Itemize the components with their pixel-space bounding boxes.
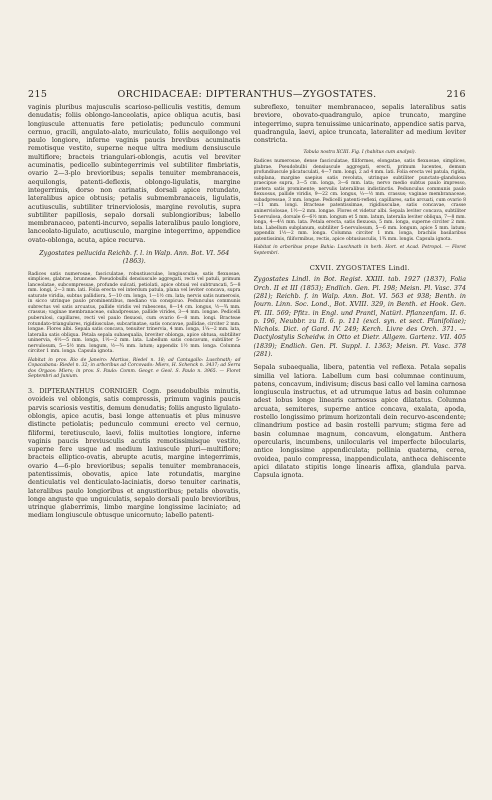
right-column [254, 104, 467, 760]
page-number-left: 215 [28, 89, 48, 100]
right-morphology: Radices numerosae, dense fasciculatae, filiformes, elongatae, satis flexuosae, simplices, glabrae. Pseudobulbi densiuscule aggregati, erecti, primum lucentes, demum profundiuscule plicatuculati, 4—7 mm. longi, 2 ad 4 mm. lati. Folia erecta vel patula, rigida, subplana, margine saepius satis revoluta, utrinque subtiliter punctato-glandulosa praecipue supra, 3—5 cm. longa, 3—6 mm. lata; nervo medio subtus paulo impresso, caetera satis prominente; nervulis lateralibus indistinctis. Pedunculus communis paulo flexuosus, pallide viridis, 9—22 cm. longus, ⅓—½ mm. crassus; vaginae membranaceae, subadpressae, 3 mm. longae. Pedicelli patenti-reflexi, capillares, satis arcuati, cum ovario 8—11 mm. longi. Bracteae patentissimae, rigidiusculae, satis concavae, crasse uninerviolosae, 1½—2 mm. longae. Flores et videtur albi. Sepala leviter concava, subtiliter 5-nervulosa, dorsale 6—6½ mm. longum et 5 mm. latum, lateralia leviter obliqua, 7—8 mm. longa, 4—4½ mm. lata. Petala erecta, satis flexuosa, 5 mm. longa, superne circiter 2 mm. lata. Labellum subplanum, subtiliter 5-nervulosum, 5—6 mm. longum, apice 5 mm. latum; appendix 1½—2 mm. longa. Columna circiter 1 mm. longa, brachiis basilaribus patentissimis, filiformibus, rectis, apice obtusiusculis, 1¾ mm. longis. Capsula ignota. [253, 159, 466, 242]
genus-heading: CXVII. ZYGOSTATES Lindl. [309, 264, 410, 273]
left-description-latin: vaginis pluribus majusculis scarioso-pelliculis vestitis, demum denudatis; foliis oblongo-lanceolatis, apice obliqua acutis, basi longiuscule attenuatis fere petiolatis; pedunculo communi cernuo, gracili, angulato-alato, muriculato, foliis aequilongo vel paulo longiore, inferne vaginis paucis brevibus acuminatis remotisque vestito, superne neque ultra medium densiuscule multiflore; bracteis triangulari-oblongis, acutis vel breviter acuminatis, pedicello subintegerrimis vel subtiliter fimbriatis, ovario 2—3-plo brevioribus; sepalis tenuiter membranaceis, aequilongis, patenti-deflexis, oblongo-ligulatis, margine integerrimis, dorso non carinatis, dorsali apice rotundato, lateralibus apice obtusis; petalis submembranaceis, ligulatis, acutiusculis, subtiliter trinerviolosis, margine revolutis, supra subtiliter papillosis, sepalo dorsali sublongioribus; labello membranaceo, patenti-incurvo, sepalis lateralibus paulo longiore, lanceolato-ligulato, acutiusculo, margine integerrimo, appendice ovato-oblonga, acuta, apice recurva. [28, 104, 241, 244]
right-description-latin: subreflexo, tenuiter membranaceo, sepalis lateralibus satis breviore, obovato-quadrangulo, apice truncato, margine integerrimo, supra tenuissime unicarinato, appendice satis parva, quadrangula, laevi, apice truncata, lateraliter ad medium leviter constricta. [253, 104, 466, 145]
left-synonym: Zygostates pellucida Reichb. f. l. in Walp. Ann. Bot. VI. 564 (1863). [39, 250, 230, 266]
genus-references: Zygostates Lindl. in Bot. Regist. XXIII. tab. 1927 (1837), Folia Orch. II et III (1853); Endlich. Gen. Pl. 198; Meisn. Pl. Vasc. 374 (281); Reichb. f. in Walp. Ann. Bot. VI. 563 et 938; Benth. in Journ. Linn. Soc. Lond., Bot. XVIII. 329, in Benth. et Hook. Gen. Pl. III. 569; Pfitz. in Engl. und Prantl, Natürl. Pflanzenfam. II. 6. p. 196, Neubbr. zu II. 6. p. 111 (excl. syn. et sect. Planifoliae); Nichols. Dict. of Gard. IV. 249; Kerch. Livre des Orch. 371. — Dactylostylis Scheidw. in Otto et Dietr. Allgem. Gartenz. VII. 405 (1839); Endlich. Gen. Pl. Suppl. I. 1363; Meisn. Pl. Vasc. 378 (281). [253, 276, 466, 358]
right-habitat: Habitat in arboribus prope Bahia: Luschnath in herb. Hort. et Acad. Petropol. — Floret Septembri. [253, 245, 466, 256]
species-heading: 3. DIPTERANTHUS CORNIGER Cogn. [28, 388, 162, 396]
genus-description: Sepala subaequalia, libera, patentia vel reflexa. Petala sepalis similia vel latiora. Labellum cum basi columnae continuum, patens, concavum, indivisum; discus basi callo vel lamina carnosa longiuscula instructus, et ad utrumque latus ad basin columnae adest lobus longe linearis carnosus apice dilatatus. Columna arcuata, semiteres, superne antice concava, exalata, apoda, rostello longissimo primum horizontali dein recurvo-ascendente; clinandrium postice ad basin rostelli parvum; stigma fere ad basin columnae magnum, concavum, elongatum. Anthera opercularis, incumbens, unilocularis vel imperfecte bilocularis, antice longissime appendiculata; pollinia quaterna, cerea, ovoidea, paulo compressa, inappendiculata, antheca dehiscente apici dilatato stipitis longe linearis affixa, glandula parva. Capsula ignota. [253, 364, 466, 480]
species-entry [28, 388, 241, 521]
left-morphology: Radices satis numerosae, fasciculatae, robustiusculae, longiusculae, satis flexuosae, simplices, glabrae, brunneae. Pseudobulbi densiuscule aggregati, recti vel patuli, primum lanceolatae, subcompressae, profunde sulcati, petiolati, apice obtusi vel subtruncati, 5—8 mm. longi, 2—3 mm. lati. Folia erecta vel interdum patula, plana vel leviter concava, supra saturate viridia, subtus pallidiora, 5—10 cm. longa, 1—1½ cm. lata; nervis satis numerosis, in sicco utrinque paulo prominentibus, mediano via conspicuo. Pedunculus communis subrectus vel satis arcuatus, pallide viridis vel rubescens, 8—14 cm. longus, ½—¾ mm. crassus; vaginae membranaceae, subadpressae, pallide virides, 3—4 mm. longae. Pedicelli puberulosi, capillares, recti vel paulo flexuosi, cum ovario 6—8 mm. longi. Bracteae rotundato-triangulares, rigidiusculae, subcarinatae, satis concavae, pallidae, circiter 2 mm. longae. Flores albi. Sepala satis concava, tenuiter trinervia, 4 mm. longa, 1¼—2 mm. lata, lateralia satis obliqua. Petala sepala subaequalia, breviter oblonga, apice obtusa, subtiliter uninervia, 4½—5 mm. longa, 1½—2 mm. lata. Labellum satis concavum, subtiliter 5-nervulosum, 5—5½ mm. longum, ½—¾ mm. latum; appendix 1½ mm. longa. Columna circiter 1 mm. longa. Capsula ignota. [28, 271, 241, 355]
left-habitat: Habitat in prov. Rio de Janeiro: Martius, Riedel n. 18; ad Cantagallo: Luschnath; ad Copacabana: Riedel n. 32; in arboribus ad Corcovado: Miers, H. Schenck n. 3437; ad Serra dos Orgaos: Miers; in prov. S. Paulo: Comm. Geogr. e Geol. S. Paulo n. 3965. — Floret Septembri ad Junium. [28, 357, 241, 380]
species-text: pseudobulbis minutis, ovoideis vel oblongis, satis compressis, primum vaginis paucis parvis scariosis vestitis, demum denudatis; foliis angusto ligulato-oblongis, apice acutis, basi longe attenuatis et plus minusve distincte petiolatis; pedunculo communi erecto vel cernuo, filiformi, teretiusculo, laevi, foliis multoties longiore, inferne vaginis paucis breviusculis acutis remotissimisque vestito, superne fere usque ad medium laxiuscule pluri—multiflore; bracteis elliptico-ovatis, abrupte acutis, margine integerrimis, ovario 4—6-plo brevioribus; sepalis tenuiter membranaceis, patentissimis, obovatis, apice late rotundatis, margine denticulatis vel denticulato-laciniatis, dorso tenuiter carinatis, lateralibus paulo longioribus et angustioribus; petalis obovatis, longe anguste que unguiculatis, sepalo dorsali paulo brevioribus, utrinque glaberrimis, limbo margine longissime laciniato; ad mediam longiuscule obtusque unicornuto; labello patenti- [28, 388, 241, 520]
plate-reference: Tabula nostra XCIII. Fig. I (habitus cum analysi). [303, 150, 416, 156]
running-title: ORCHIDACEAE: DIPTERANTHUS—ZYGOSTATES. [117, 89, 377, 100]
running-head [28, 89, 466, 100]
text-columns [28, 104, 466, 760]
page-number-right: 216 [446, 89, 466, 100]
left-column [28, 104, 241, 760]
